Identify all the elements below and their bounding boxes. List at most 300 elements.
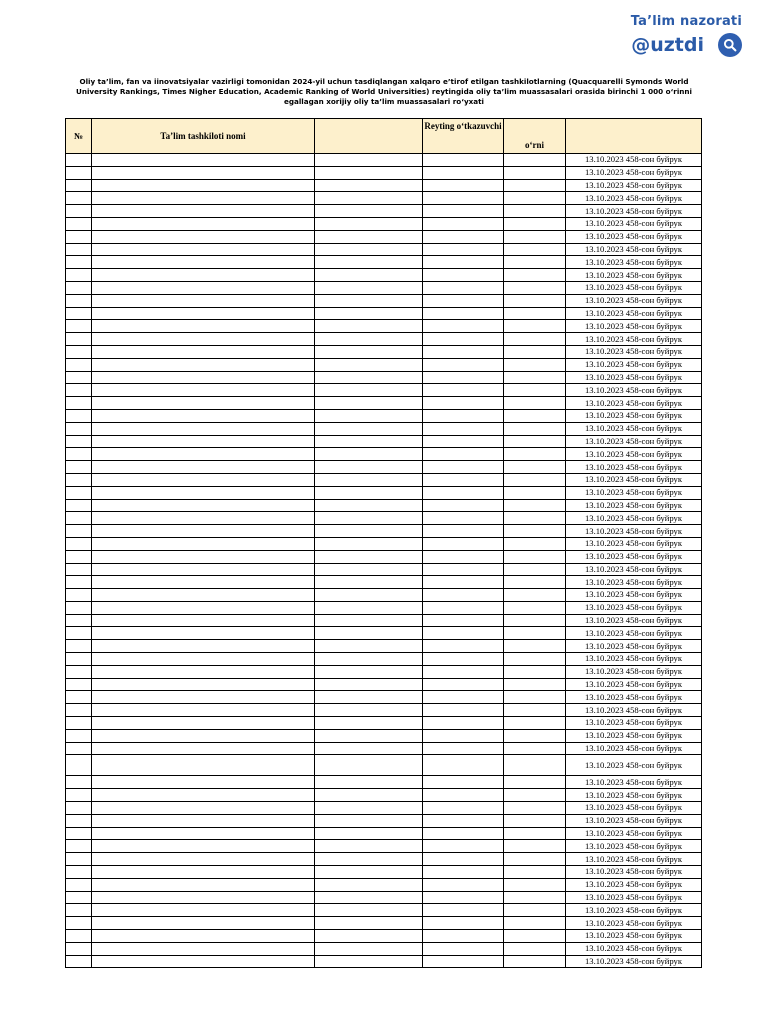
institution-name-cell (92, 627, 315, 640)
table-row (66, 499, 702, 512)
place-cell (504, 742, 566, 755)
place-cell (504, 930, 566, 943)
row-number-cell (66, 904, 92, 917)
table-row (66, 281, 702, 294)
country-cell (315, 397, 423, 410)
table-row (66, 678, 702, 691)
institution-name-cell (92, 755, 315, 776)
rating-organization-cell (423, 742, 504, 755)
table-row (66, 192, 702, 205)
row-number-cell (66, 537, 92, 550)
country-cell (315, 166, 423, 179)
row-number-cell (66, 802, 92, 815)
order-cell: 13.10.2023 458-сон буйрук (566, 294, 702, 307)
row-number-cell (66, 729, 92, 742)
rating-organization-cell (423, 891, 504, 904)
order-cell: 13.10.2023 458-сон буйрук (566, 371, 702, 384)
order-cell: 13.10.2023 458-сон буйрук (566, 576, 702, 589)
table-row (66, 486, 702, 499)
place-cell (504, 166, 566, 179)
place-cell (504, 384, 566, 397)
institution-name-cell (92, 601, 315, 614)
rating-organization-cell (423, 853, 504, 866)
order-cell: 13.10.2023 458-сон буйрук (566, 499, 702, 512)
country-cell (315, 448, 423, 461)
rating-organization-cell (423, 166, 504, 179)
institution-name-cell (92, 717, 315, 730)
order-cell: 13.10.2023 458-сон буйрук (566, 802, 702, 815)
rating-organization-cell (423, 550, 504, 563)
row-number-cell (66, 627, 92, 640)
rating-organization-cell (423, 653, 504, 666)
row-number-cell (66, 217, 92, 230)
table-row (66, 358, 702, 371)
row-number-cell (66, 691, 92, 704)
row-number-cell (66, 665, 92, 678)
order-cell: 13.10.2023 458-сон буйрук (566, 891, 702, 904)
table-row (66, 742, 702, 755)
rating-organization-cell (423, 256, 504, 269)
table-row (66, 755, 702, 776)
row-number-cell (66, 461, 92, 474)
rating-organization-cell (423, 243, 504, 256)
table-row (66, 614, 702, 627)
country-cell (315, 333, 423, 346)
table-row (66, 840, 702, 853)
institution-name-cell (92, 840, 315, 853)
place-cell (504, 422, 566, 435)
institution-name-cell (92, 397, 315, 410)
order-cell: 13.10.2023 458-сон буйрук (566, 192, 702, 205)
order-cell: 13.10.2023 458-сон буйрук (566, 397, 702, 410)
table-row (66, 243, 702, 256)
order-cell: 13.10.2023 458-сон буйрук (566, 435, 702, 448)
country-cell (315, 827, 423, 840)
rating-organization-cell (423, 537, 504, 550)
rating-organization-cell (423, 814, 504, 827)
order-cell: 13.10.2023 458-сон буйрук (566, 840, 702, 853)
table-row (66, 665, 702, 678)
brand-name: Ta’lim nazorati (630, 14, 742, 29)
country-cell (315, 853, 423, 866)
institution-name-cell (92, 217, 315, 230)
country-cell (315, 409, 423, 422)
institution-name-cell (92, 422, 315, 435)
institution-name-cell (92, 742, 315, 755)
table-row (66, 640, 702, 653)
table-row (66, 269, 702, 282)
rating-organization-cell (423, 192, 504, 205)
place-cell (504, 678, 566, 691)
rating-organization-cell (423, 179, 504, 192)
table-row (66, 563, 702, 576)
table-row (66, 473, 702, 486)
rating-organization-cell (423, 717, 504, 730)
country-cell (315, 563, 423, 576)
institution-name-cell (92, 448, 315, 461)
country-cell (315, 904, 423, 917)
place-cell (504, 729, 566, 742)
institution-name-cell (92, 814, 315, 827)
country-cell (315, 525, 423, 538)
country-cell (315, 269, 423, 282)
rating-organization-cell (423, 563, 504, 576)
row-number-cell (66, 563, 92, 576)
order-cell: 13.10.2023 458-сон буйрук (566, 955, 702, 968)
country-cell (315, 942, 423, 955)
rating-organization-cell (423, 955, 504, 968)
table-row (66, 878, 702, 891)
place-cell (504, 409, 566, 422)
row-number-cell (66, 653, 92, 666)
country-cell (315, 384, 423, 397)
row-number-cell (66, 512, 92, 525)
table-row (66, 409, 702, 422)
rating-organization-cell (423, 435, 504, 448)
rating-organization-cell (423, 601, 504, 614)
rating-organization-cell (423, 294, 504, 307)
order-cell: 13.10.2023 458-сон буйрук (566, 384, 702, 397)
rating-organization-cell (423, 942, 504, 955)
table-row (66, 601, 702, 614)
rating-organization-cell (423, 776, 504, 789)
rating-organization-cell (423, 461, 504, 474)
place-cell (504, 294, 566, 307)
institution-name-cell (92, 589, 315, 602)
institution-name-cell (92, 563, 315, 576)
institution-name-cell (92, 358, 315, 371)
place-cell (504, 358, 566, 371)
row-number-cell (66, 955, 92, 968)
search-icon (723, 38, 737, 52)
country-cell (315, 717, 423, 730)
rating-organization-cell (423, 640, 504, 653)
order-cell: 13.10.2023 458-сон буйрук (566, 627, 702, 640)
place-cell (504, 550, 566, 563)
table-row (66, 461, 702, 474)
header-place: o‘rni (504, 119, 566, 154)
country-cell (315, 814, 423, 827)
rating-organization-cell (423, 840, 504, 853)
institution-name-cell (92, 802, 315, 815)
institution-name-cell (92, 243, 315, 256)
order-cell: 13.10.2023 458-сон буйрук (566, 789, 702, 802)
country-cell (315, 891, 423, 904)
order-cell: 13.10.2023 458-сон буйрук (566, 537, 702, 550)
country-cell (315, 307, 423, 320)
country-cell (315, 358, 423, 371)
table-row (66, 802, 702, 815)
row-number-cell (66, 230, 92, 243)
place-cell (504, 269, 566, 282)
place-cell (504, 473, 566, 486)
row-number-cell (66, 942, 92, 955)
rating-organization-cell (423, 691, 504, 704)
order-cell: 13.10.2023 458-сон буйрук (566, 601, 702, 614)
country-cell (315, 665, 423, 678)
table-row (66, 576, 702, 589)
row-number-cell (66, 269, 92, 282)
table-row (66, 333, 702, 346)
country-cell (315, 640, 423, 653)
order-cell: 13.10.2023 458-сон буйрук (566, 742, 702, 755)
order-cell: 13.10.2023 458-сон буйрук (566, 904, 702, 917)
table-row (66, 537, 702, 550)
country-cell (315, 512, 423, 525)
rating-organization-cell (423, 627, 504, 640)
table-row (66, 205, 702, 218)
country-cell (315, 154, 423, 167)
rating-organization-cell (423, 802, 504, 815)
country-cell (315, 878, 423, 891)
country-cell (315, 461, 423, 474)
row-number-cell (66, 878, 92, 891)
row-number-cell (66, 179, 92, 192)
row-number-cell (66, 154, 92, 167)
row-number-cell (66, 827, 92, 840)
country-cell (315, 691, 423, 704)
place-cell (504, 154, 566, 167)
search-button[interactable] (718, 33, 742, 57)
place-cell (504, 448, 566, 461)
row-number-cell (66, 640, 92, 653)
place-cell (504, 243, 566, 256)
place-cell (504, 665, 566, 678)
place-cell (504, 955, 566, 968)
country-cell (315, 866, 423, 879)
row-number-cell (66, 473, 92, 486)
rating-organization-cell (423, 307, 504, 320)
institution-name-cell (92, 704, 315, 717)
country-cell (315, 345, 423, 358)
order-cell: 13.10.2023 458-сон буйрук (566, 422, 702, 435)
row-number-cell (66, 294, 92, 307)
row-number-cell (66, 281, 92, 294)
row-number-cell (66, 789, 92, 802)
order-cell: 13.10.2023 458-сон буйрук (566, 154, 702, 167)
institution-name-cell (92, 653, 315, 666)
country-cell (315, 653, 423, 666)
order-cell: 13.10.2023 458-сон буйрук (566, 589, 702, 602)
order-cell: 13.10.2023 458-сон буйрук (566, 217, 702, 230)
row-number-cell (66, 397, 92, 410)
institution-name-cell (92, 371, 315, 384)
row-number-cell (66, 891, 92, 904)
table-row (66, 866, 702, 879)
table-row (66, 384, 702, 397)
place-cell (504, 942, 566, 955)
rating-organization-cell (423, 917, 504, 930)
institution-name-cell (92, 499, 315, 512)
institution-name-cell (92, 409, 315, 422)
row-number-cell (66, 435, 92, 448)
row-number-cell (66, 256, 92, 269)
country-cell (315, 917, 423, 930)
row-number-cell (66, 499, 92, 512)
table-row (66, 448, 702, 461)
order-cell: 13.10.2023 458-сон буйрук (566, 640, 702, 653)
rating-organization-cell (423, 333, 504, 346)
order-cell: 13.10.2023 458-сон буйрук (566, 614, 702, 627)
table-row (66, 653, 702, 666)
table-row (66, 827, 702, 840)
brand-block (631, 14, 742, 57)
rating-organization-cell (423, 499, 504, 512)
rating-organization-cell (423, 614, 504, 627)
place-cell (504, 397, 566, 410)
row-number-cell (66, 853, 92, 866)
row-number-cell (66, 930, 92, 943)
institution-name-cell (92, 853, 315, 866)
row-number-cell (66, 345, 92, 358)
institution-name-cell (92, 333, 315, 346)
place-cell (504, 691, 566, 704)
institution-name-cell (92, 537, 315, 550)
order-cell: 13.10.2023 458-сон буйрук (566, 473, 702, 486)
place-cell (504, 333, 566, 346)
table-row (66, 814, 702, 827)
rating-organization-cell (423, 512, 504, 525)
institution-name-cell (92, 891, 315, 904)
country-cell (315, 550, 423, 563)
place-cell (504, 853, 566, 866)
order-cell: 13.10.2023 458-сон буйрук (566, 243, 702, 256)
table-row (66, 729, 702, 742)
country-cell (315, 537, 423, 550)
table-row (66, 230, 702, 243)
institution-name-cell (92, 486, 315, 499)
order-cell: 13.10.2023 458-сон буйрук (566, 333, 702, 346)
place-cell (504, 435, 566, 448)
place-cell (504, 840, 566, 853)
row-number-cell (66, 814, 92, 827)
rating-organization-cell (423, 320, 504, 333)
institution-name-cell (92, 320, 315, 333)
table-row (66, 704, 702, 717)
rating-organization-cell (423, 409, 504, 422)
country-cell (315, 930, 423, 943)
table-row (66, 691, 702, 704)
country-cell (315, 256, 423, 269)
place-cell (504, 179, 566, 192)
header-country (315, 119, 423, 154)
order-cell: 13.10.2023 458-сон буйрук (566, 776, 702, 789)
country-cell (315, 294, 423, 307)
place-cell (504, 371, 566, 384)
row-number-cell (66, 333, 92, 346)
row-number-cell (66, 166, 92, 179)
place-cell (504, 461, 566, 474)
institution-name-cell (92, 435, 315, 448)
place-cell (504, 486, 566, 499)
order-cell: 13.10.2023 458-сон буйрук (566, 256, 702, 269)
rating-organization-cell (423, 397, 504, 410)
rating-organization-cell (423, 345, 504, 358)
place-cell (504, 217, 566, 230)
country-cell (315, 371, 423, 384)
country-cell (315, 589, 423, 602)
brand-handle[interactable]: @uztdi (631, 34, 704, 56)
row-number-cell (66, 550, 92, 563)
row-number-cell (66, 243, 92, 256)
country-cell (315, 776, 423, 789)
order-cell: 13.10.2023 458-сон буйрук (566, 878, 702, 891)
place-cell (504, 307, 566, 320)
table-body (66, 154, 702, 968)
rating-organization-cell (423, 576, 504, 589)
institution-name-cell (92, 614, 315, 627)
institution-name-cell (92, 789, 315, 802)
country-cell (315, 729, 423, 742)
order-cell: 13.10.2023 458-сон буйрук (566, 866, 702, 879)
order-cell: 13.10.2023 458-сон буйрук (566, 461, 702, 474)
table-row (66, 525, 702, 538)
row-number-cell (66, 866, 92, 879)
order-cell: 13.10.2023 458-сон буйрук (566, 512, 702, 525)
institution-name-cell (92, 512, 315, 525)
order-cell: 13.10.2023 458-сон буйрук (566, 704, 702, 717)
place-cell (504, 789, 566, 802)
institution-name-cell (92, 640, 315, 653)
row-number-cell (66, 486, 92, 499)
place-cell (504, 717, 566, 730)
institution-name-cell (92, 307, 315, 320)
place-cell (504, 776, 566, 789)
institution-name-cell (92, 691, 315, 704)
country-cell (315, 422, 423, 435)
rating-organization-cell (423, 678, 504, 691)
order-cell: 13.10.2023 458-сон буйрук (566, 917, 702, 930)
row-number-cell (66, 525, 92, 538)
header-rating-organization: Reyting o‘tkazuvchi (423, 119, 504, 154)
row-number-cell (66, 358, 92, 371)
institution-name-cell (92, 955, 315, 968)
country-cell (315, 704, 423, 717)
row-number-cell (66, 307, 92, 320)
row-number-cell (66, 320, 92, 333)
place-cell (504, 704, 566, 717)
rating-organization-cell (423, 358, 504, 371)
place-cell (504, 802, 566, 815)
institution-name-cell (92, 154, 315, 167)
institution-name-cell (92, 192, 315, 205)
rating-organization-cell (423, 729, 504, 742)
institution-name-cell (92, 179, 315, 192)
rating-organization-cell (423, 205, 504, 218)
universities-table (65, 118, 702, 968)
row-number-cell (66, 371, 92, 384)
order-cell: 13.10.2023 458-сон буйрук (566, 665, 702, 678)
country-cell (315, 601, 423, 614)
order-cell: 13.10.2023 458-сон буйрук (566, 307, 702, 320)
rating-organization-cell (423, 665, 504, 678)
rating-organization-cell (423, 217, 504, 230)
country-cell (315, 802, 423, 815)
rating-organization-cell (423, 878, 504, 891)
place-cell (504, 563, 566, 576)
table-row (66, 294, 702, 307)
institution-name-cell (92, 461, 315, 474)
country-cell (315, 192, 423, 205)
rating-organization-cell (423, 384, 504, 397)
place-cell (504, 576, 566, 589)
place-cell (504, 589, 566, 602)
row-number-cell (66, 614, 92, 627)
table-row (66, 154, 702, 167)
order-cell: 13.10.2023 458-сон буйрук (566, 525, 702, 538)
rating-organization-cell (423, 904, 504, 917)
country-cell (315, 320, 423, 333)
